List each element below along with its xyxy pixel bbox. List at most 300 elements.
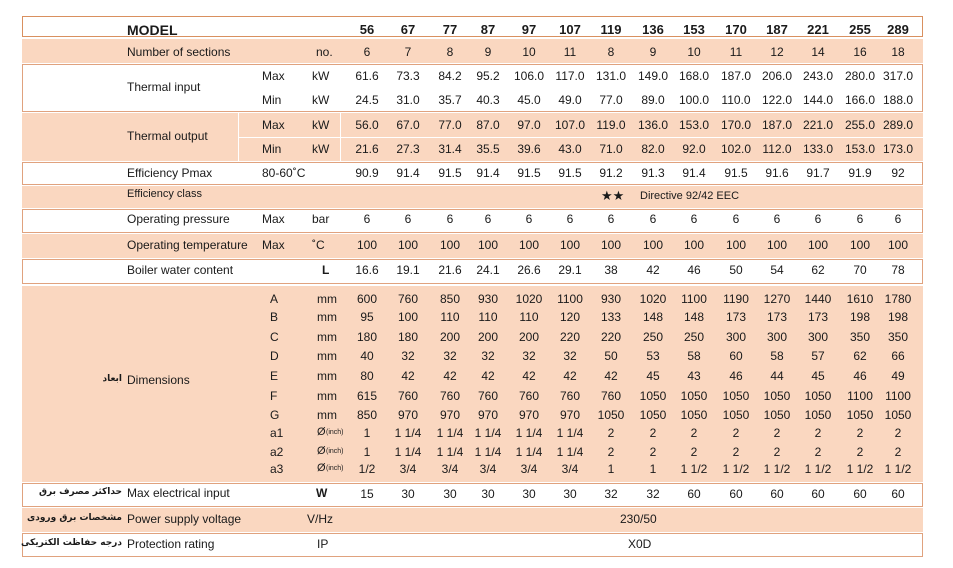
value-cell: 38 [604, 263, 618, 277]
value-cell: 100 [477, 238, 499, 252]
value-cell: 91.4 [682, 166, 706, 180]
value-cell: 153 [683, 22, 705, 37]
value-cell: 91.5 [517, 166, 541, 180]
value-cell: 168.0 [678, 69, 710, 83]
value-cell: 153.0 [844, 142, 876, 156]
value-cell: 850 [439, 292, 461, 306]
value-cell: 1050 [722, 389, 750, 403]
row-label: Power supply voltage [127, 512, 242, 526]
value-cell: 148 [642, 310, 664, 324]
value-cell: 188.0 [882, 93, 914, 107]
value-cell: 1100 [557, 292, 583, 306]
value-cell: 67 [400, 22, 416, 37]
value-cell: 6 [404, 212, 412, 226]
value-cell: 760 [439, 389, 461, 403]
row-label: Operating pressure [127, 212, 230, 226]
dimension-sub-label: a3 [270, 462, 284, 476]
row-label: Thermal output [127, 129, 208, 143]
value-cell: 12 [770, 45, 784, 59]
value-cell: 760 [397, 292, 419, 306]
row-unit: ˚C [312, 238, 325, 252]
power-supply-value: 230/50 [620, 512, 657, 526]
row-label: MODEL [127, 22, 178, 38]
value-cell: 1050 [639, 389, 667, 403]
value-cell: 100.0 [678, 93, 710, 107]
value-cell: 43.0 [558, 142, 582, 156]
value-cell: 82.0 [641, 142, 665, 156]
value-cell: 1190 [723, 292, 749, 306]
value-cell: 173 [766, 310, 788, 324]
value-cell: 30 [563, 487, 577, 501]
value-cell: 930 [477, 292, 499, 306]
row-unit: W [316, 486, 328, 500]
value-cell: 1 1/2 [804, 462, 832, 476]
value-cell: 119 [600, 22, 622, 37]
value-cell: 1 1/4 [474, 445, 502, 459]
value-cell: 1 [363, 426, 371, 440]
value-cell: 18 [891, 45, 905, 59]
value-cell: 50 [604, 349, 618, 363]
value-cell: 56 [359, 22, 375, 37]
value-cell: 117.0 [555, 69, 585, 83]
value-cell: 6 [607, 212, 615, 226]
value-cell: 200 [477, 330, 499, 344]
row-unit: kW [312, 118, 330, 132]
value-cell: 71.0 [599, 142, 623, 156]
value-cell: 50 [729, 263, 743, 277]
value-cell: 350 [849, 330, 871, 344]
value-cell: 2 [814, 445, 822, 459]
dimension-unit: Ø [317, 426, 326, 438]
value-cell: 2 [607, 426, 615, 440]
value-cell: 300 [725, 330, 747, 344]
value-cell: 289.0 [882, 118, 914, 132]
value-cell: 62 [811, 263, 825, 277]
value-cell: 1 1/4 [556, 445, 584, 459]
value-cell: 760 [477, 389, 499, 403]
value-cell: 133 [600, 310, 622, 324]
value-cell: 1050 [884, 408, 912, 422]
value-cell: 970 [439, 408, 461, 422]
value-cell: 1 1/4 [394, 445, 422, 459]
value-cell: 149.0 [637, 69, 669, 83]
value-cell: 100 [642, 238, 664, 252]
value-cell: 100 [766, 238, 788, 252]
row-unit: bar [312, 212, 330, 226]
value-cell: 40 [360, 349, 374, 363]
value-cell: 100 [356, 238, 378, 252]
value-cell: 58 [687, 349, 701, 363]
dimension-unit: mm [317, 389, 337, 403]
value-cell: 60 [891, 487, 905, 501]
value-cell: 60 [770, 487, 784, 501]
value-cell: 112.0 [762, 142, 792, 156]
value-cell: 77 [442, 22, 458, 37]
value-cell: 100 [397, 238, 419, 252]
value-cell: 6 [814, 212, 822, 226]
value-cell: 42 [401, 369, 415, 383]
grid-line [238, 137, 923, 138]
value-cell: 53 [646, 349, 660, 363]
value-cell: 100 [518, 238, 540, 252]
value-cell: 170.0 [720, 118, 752, 132]
value-cell: 1 1/2 [722, 462, 750, 476]
value-cell: 1 1/4 [436, 445, 464, 459]
value-cell: 91.4 [476, 166, 500, 180]
value-cell: 970 [397, 408, 419, 422]
value-cell: 221.0 [802, 118, 834, 132]
value-cell: 91.2 [599, 166, 623, 180]
value-cell: 46 [729, 369, 743, 383]
value-cell: 170 [725, 22, 747, 37]
value-cell: 1 1/4 [556, 426, 584, 440]
value-cell: 92 [891, 166, 905, 180]
value-cell: 97 [521, 22, 537, 37]
value-cell: 1440 [804, 292, 832, 306]
value-cell: 300 [807, 330, 829, 344]
value-cell: 6 [856, 212, 864, 226]
value-cell: 30 [481, 487, 495, 501]
farsi-label: مشخصات برق ورودی [26, 513, 122, 523]
value-cell: 32 [646, 487, 660, 501]
dimension-sub-label: E [270, 369, 279, 383]
value-cell: 3/4 [479, 462, 497, 476]
value-cell: 26.6 [517, 263, 541, 277]
value-cell: 45.0 [517, 93, 541, 107]
value-cell: 2 [607, 445, 615, 459]
row-sub-label: Max [262, 118, 285, 132]
row-label: Thermal input [127, 80, 201, 94]
dimension-unit: mm [317, 408, 337, 422]
value-cell: 1 1/2 [680, 462, 708, 476]
value-cell: 6 [525, 212, 533, 226]
dimension-unit: Ø [317, 462, 326, 474]
dimension-unit: mm [317, 292, 337, 306]
value-cell: 110 [478, 310, 498, 324]
value-cell: 173.0 [882, 142, 914, 156]
value-cell: 30 [522, 487, 536, 501]
value-cell: 173 [725, 310, 747, 324]
value-cell: 1050 [804, 408, 832, 422]
value-cell: 136 [642, 22, 664, 37]
value-cell: 42 [646, 263, 660, 277]
row-sub-label: Max [262, 212, 285, 226]
value-cell: 930 [600, 292, 622, 306]
farsi-label: حداکثر مصرف برق [38, 487, 122, 497]
value-cell: 60 [729, 349, 743, 363]
value-cell: 95 [360, 310, 374, 324]
value-cell: 32 [401, 349, 415, 363]
value-cell: 2 [856, 426, 864, 440]
value-cell: 2 [894, 445, 902, 459]
value-cell: 95.2 [476, 69, 500, 83]
value-cell: 24.1 [476, 263, 500, 277]
value-cell: 1 [649, 462, 657, 476]
value-cell: 187.0 [761, 118, 793, 132]
value-cell: 1050 [804, 389, 832, 403]
value-cell: 32 [563, 349, 577, 363]
value-cell: 8 [607, 45, 615, 59]
value-cell: 42 [481, 369, 495, 383]
value-cell: 32 [522, 349, 536, 363]
value-cell: 42 [563, 369, 577, 383]
row-sub-label: Min [262, 93, 282, 107]
value-cell: 122.0 [761, 93, 793, 107]
value-cell: 1 [607, 462, 615, 476]
value-cell: 44 [770, 369, 784, 383]
value-cell: 2 [690, 426, 698, 440]
value-cell: 97.0 [517, 118, 541, 132]
value-cell: 91.5 [438, 166, 462, 180]
value-cell: 78 [891, 263, 905, 277]
value-cell: 9 [484, 45, 492, 59]
value-cell: 62 [853, 349, 867, 363]
dimension-sub-label: F [270, 389, 278, 403]
farsi-label: ابعاد [102, 374, 122, 384]
value-cell: 100 [600, 238, 622, 252]
value-cell: 91.7 [806, 166, 830, 180]
value-cell: 250 [642, 330, 664, 344]
value-cell: 9 [649, 45, 657, 59]
value-cell: 6 [566, 212, 574, 226]
value-cell: 1 1/4 [436, 426, 464, 440]
value-cell: 2 [894, 426, 902, 440]
value-cell: 14 [811, 45, 825, 59]
value-cell: 760 [397, 389, 419, 403]
value-cell: 92.0 [682, 142, 706, 156]
dimension-unit: mm [317, 349, 337, 363]
value-cell: 60 [853, 487, 867, 501]
dimension-unit: mm [317, 310, 337, 324]
value-cell: 100 [397, 310, 419, 324]
value-cell: 6 [649, 212, 657, 226]
value-cell: 15 [360, 487, 374, 501]
value-cell: 31.4 [438, 142, 462, 156]
value-cell: 6 [484, 212, 492, 226]
value-cell: 289 [887, 22, 909, 37]
value-cell: 100 [559, 238, 581, 252]
value-cell: 153.0 [678, 118, 710, 132]
value-cell: 1050 [597, 408, 625, 422]
value-cell: 32 [481, 349, 495, 363]
value-cell: 87 [480, 22, 496, 37]
value-cell: 16.6 [355, 263, 379, 277]
value-cell: 1050 [639, 408, 667, 422]
value-cell: 91.4 [396, 166, 420, 180]
value-cell: 6 [773, 212, 781, 226]
value-cell: 35.7 [438, 93, 462, 107]
value-cell: 317.0 [882, 69, 914, 83]
value-cell: 970 [477, 408, 499, 422]
row-unit: IP [317, 537, 329, 551]
dimension-unit: mm [317, 369, 337, 383]
dimension-sub-label: a1 [270, 426, 284, 440]
value-cell: 77.0 [438, 118, 462, 132]
value-cell: 2 [732, 445, 740, 459]
value-cell: 102.0 [720, 142, 752, 156]
row-label: Protection rating [127, 537, 215, 551]
value-cell: 107.0 [554, 118, 586, 132]
value-cell: 45 [811, 369, 825, 383]
value-cell: 91.5 [558, 166, 582, 180]
value-cell: 40.3 [476, 93, 500, 107]
value-cell: 6 [363, 45, 371, 59]
value-cell: 87.0 [476, 118, 500, 132]
value-cell: 91.5 [724, 166, 748, 180]
value-cell: 1050 [763, 408, 791, 422]
row-unit: kW [312, 142, 330, 156]
value-cell: 10 [687, 45, 701, 59]
row-label: Operating temperature [127, 238, 248, 252]
efficiency-stars: ★★ [601, 188, 625, 203]
row-unit: no. [316, 45, 333, 59]
value-cell: 84.2 [438, 69, 462, 83]
value-cell: 49.0 [558, 93, 582, 107]
value-cell: 42 [604, 369, 618, 383]
value-cell: 60 [811, 487, 825, 501]
row-unit: kW [312, 93, 330, 107]
value-cell: 35.5 [476, 142, 500, 156]
value-cell: 760 [518, 389, 540, 403]
dimension-sub-label: G [270, 408, 280, 422]
dimension-sub-label: D [270, 349, 279, 363]
dimension-sub-label: A [270, 292, 279, 306]
value-cell: 32 [604, 487, 618, 501]
value-cell: 100 [887, 238, 909, 252]
value-cell: 100 [807, 238, 829, 252]
value-cell: 148 [683, 310, 705, 324]
value-cell: 1 1/4 [474, 426, 502, 440]
value-cell: 1610 [846, 292, 874, 306]
value-cell: 1050 [722, 408, 750, 422]
value-cell: 760 [559, 389, 581, 403]
value-cell: 2 [649, 426, 657, 440]
value-cell: 100 [849, 238, 871, 252]
farsi-label: درجه حفاظت الکتریکی [20, 538, 122, 548]
value-cell: 90.9 [355, 166, 379, 180]
value-cell: 21.6 [438, 263, 462, 277]
value-cell: 73.3 [396, 69, 420, 83]
value-cell: 110 [440, 310, 460, 324]
value-cell: 77.0 [599, 93, 623, 107]
value-cell: 49 [891, 369, 905, 383]
value-cell: 119.0 [596, 118, 626, 132]
value-cell: 760 [600, 389, 622, 403]
value-cell: 61.6 [355, 69, 379, 83]
value-cell: 2 [732, 426, 740, 440]
value-cell: 1050 [680, 389, 708, 403]
value-cell: 11 [563, 45, 577, 59]
row-sub-label: Max [262, 238, 285, 252]
value-cell: 43 [687, 369, 701, 383]
value-cell: 6 [446, 212, 454, 226]
value-cell: 2 [773, 445, 781, 459]
value-cell: 1270 [763, 292, 791, 306]
value-cell: 89.0 [641, 93, 665, 107]
value-cell: 1 1/4 [515, 445, 543, 459]
value-cell: 46 [853, 369, 867, 383]
row-label: Boiler water content [127, 263, 234, 277]
value-cell: 91.9 [848, 166, 872, 180]
value-cell: 11 [729, 45, 743, 59]
value-cell: 32 [443, 349, 457, 363]
value-cell: 133.0 [802, 142, 834, 156]
value-cell: 173 [807, 310, 829, 324]
row-label: Max electrical input [127, 486, 230, 500]
protection-value: X0D [628, 537, 652, 551]
value-cell: 1 1/2 [884, 462, 912, 476]
value-cell: 70 [853, 263, 867, 277]
dimension-unit: mm [317, 330, 337, 344]
value-cell: 187.0 [720, 69, 752, 83]
value-cell: 3/4 [520, 462, 538, 476]
value-cell: 243.0 [802, 69, 834, 83]
value-cell: 280.0 [844, 69, 876, 83]
value-cell: 3/4 [399, 462, 417, 476]
value-cell: 56.0 [355, 118, 379, 132]
value-cell: 2 [773, 426, 781, 440]
value-cell: 3/4 [441, 462, 459, 476]
value-cell: 1050 [846, 408, 874, 422]
value-cell: 30 [401, 487, 415, 501]
value-cell: 60 [729, 487, 743, 501]
row-sub-label: Max [262, 69, 285, 83]
value-cell: 24.5 [355, 93, 379, 107]
dimension-unit-sub: (inch) [326, 465, 344, 472]
value-cell: 39.6 [517, 142, 541, 156]
value-cell: 144.0 [802, 93, 834, 107]
value-cell: 1/2 [358, 462, 376, 476]
value-cell: 255 [849, 22, 871, 37]
value-cell: 21.6 [355, 142, 379, 156]
value-cell: 31.0 [396, 93, 420, 107]
value-cell: 1100 [681, 292, 707, 306]
value-cell: 206.0 [761, 69, 793, 83]
dimension-unit: Ø [317, 445, 326, 457]
value-cell: 220 [600, 330, 622, 344]
value-cell: 6 [690, 212, 698, 226]
value-cell: 2 [690, 445, 698, 459]
row-label: Number of sections [127, 45, 231, 59]
dimension-unit-sub: (inch) [326, 429, 344, 436]
value-cell: 2 [649, 445, 657, 459]
value-cell: 6 [732, 212, 740, 226]
value-cell: 220 [559, 330, 581, 344]
value-cell: 1 1/2 [763, 462, 791, 476]
value-cell: 6 [363, 212, 371, 226]
value-cell: 1100 [847, 389, 873, 403]
value-cell: 16 [853, 45, 867, 59]
value-cell: 57 [811, 349, 825, 363]
value-cell: 110.0 [721, 93, 751, 107]
value-cell: 1780 [884, 292, 912, 306]
value-cell: 136.0 [637, 118, 669, 132]
value-cell: 131.0 [595, 69, 627, 83]
value-cell: 10 [522, 45, 536, 59]
value-cell: 2 [814, 426, 822, 440]
value-cell: 54 [770, 263, 784, 277]
value-cell: 1050 [763, 389, 791, 403]
value-cell: 300 [766, 330, 788, 344]
value-cell: 180 [356, 330, 378, 344]
value-cell: 120 [559, 310, 581, 324]
value-cell: 42 [522, 369, 536, 383]
value-cell: 350 [887, 330, 909, 344]
value-cell: 1 [363, 445, 371, 459]
value-cell: 1050 [680, 408, 708, 422]
row-unit: V/Hz [307, 512, 334, 526]
value-cell: 6 [894, 212, 902, 226]
